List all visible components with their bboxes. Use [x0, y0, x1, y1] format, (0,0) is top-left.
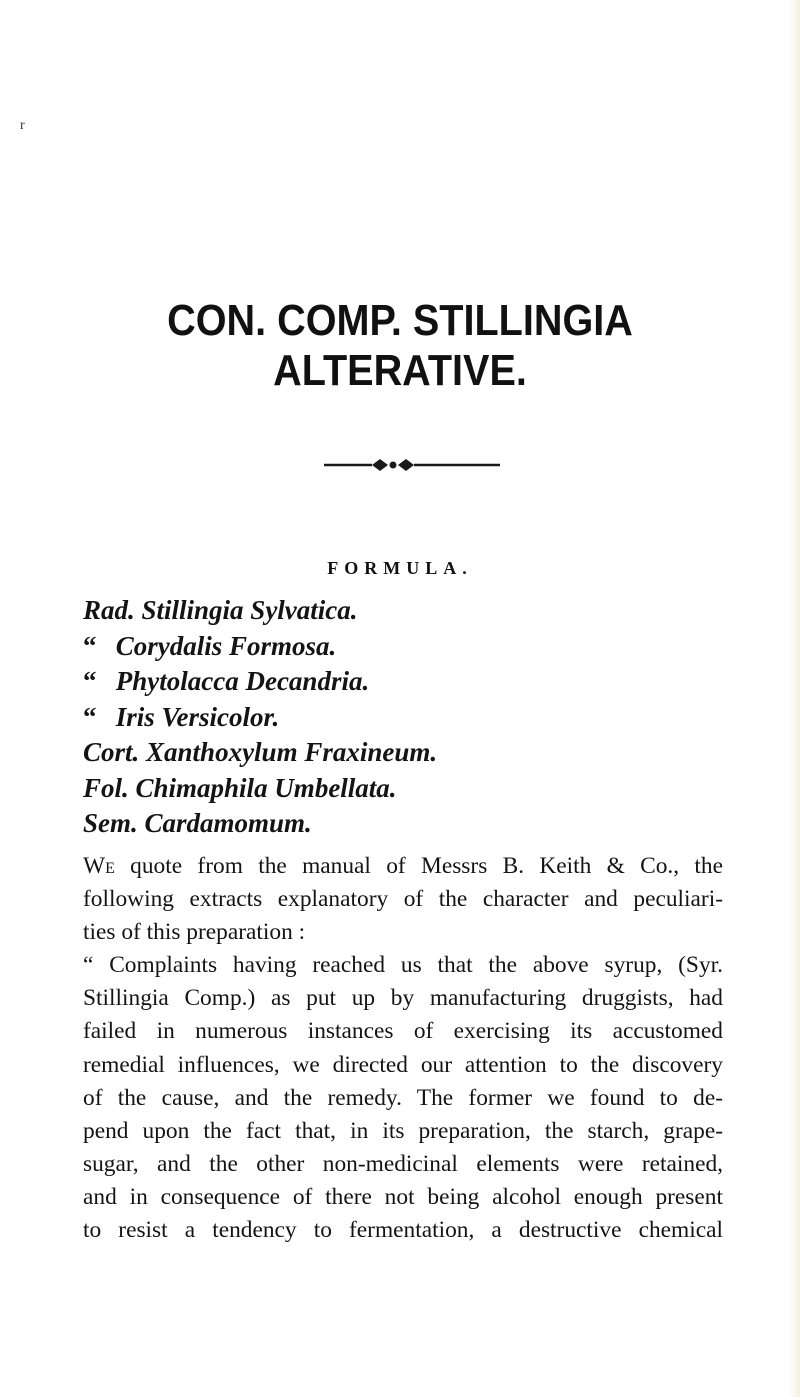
ingredient-item: [83, 629, 723, 665]
ingredient-prefix: Fol.: [83, 772, 129, 803]
ingredient-item: [83, 664, 723, 700]
text-line: to resist a tendency to fermentation, a destructive chemical: [83, 1217, 723, 1244]
text-line: failed in numerous instances of exercising its accustomed: [83, 1018, 723, 1045]
text-line: and in consequence of there not being alcohol enough present: [83, 1183, 723, 1210]
page-edge-shadow: [788, 0, 800, 1397]
ingredient-name: Iris Versicolor.: [115, 701, 280, 732]
ingredient-item: [83, 735, 723, 771]
formula-heading: FORMULA.: [327, 558, 473, 578]
ingredient-name: Corydalis Formosa.: [115, 630, 337, 661]
ingredient-name: Phytolacca Decandria.: [115, 666, 370, 696]
page-title: CON. COMP. STILLINGIA ALTERATIVE.: [167, 296, 633, 395]
text-line: “ Complaints having reached us that the above syrup, (Syr.: [83, 952, 723, 979]
ingredient-name: Chimaphila Umbellata.: [135, 772, 397, 803]
ornamental-divider: [324, 456, 500, 474]
text-line: sugar, and the other non-medicinal elements were retained,: [83, 1150, 723, 1177]
text-line: pend upon the fact that, in its preparation, the starch, grape-: [83, 1117, 723, 1144]
ditto-mark: “: [83, 630, 97, 661]
text-line: We quote from the manual of Messrs B. Keith & Co., the: [83, 853, 723, 879]
ingredient-list: [83, 593, 723, 842]
ingredient-item: [83, 593, 723, 629]
ingredient-prefix: Sem.: [83, 808, 138, 838]
text-line: following extracts explanatory of the character and peculiari-: [83, 886, 723, 913]
corner-mark: r: [20, 118, 25, 133]
ditto-mark: “: [83, 666, 97, 696]
ditto-mark: “: [83, 701, 97, 732]
text-line: of the cause, and the remedy. The former we found to de-: [83, 1084, 723, 1111]
text-line: Stillingia Comp.) as put up by manufacturing druggists, had: [83, 985, 723, 1012]
ingredient-name: Xanthoxylum Fraxineum.: [146, 737, 438, 767]
body-text: [83, 850, 723, 1247]
ingredient-name: Cardamomum.: [144, 808, 312, 838]
ingredient-name: Stillingia Sylvatica.: [141, 595, 358, 625]
ingredient-item: [83, 771, 723, 807]
text-line: ties of this preparation :: [83, 919, 306, 946]
ingredient-prefix: Cort.: [83, 737, 140, 767]
ingredient-item: [83, 806, 723, 842]
lead-word: We: [83, 853, 115, 879]
ingredient-prefix: Rad.: [83, 595, 135, 625]
text-line: remedial influences, we directed our attention to the discovery: [83, 1051, 723, 1078]
ingredient-item: [83, 700, 723, 736]
